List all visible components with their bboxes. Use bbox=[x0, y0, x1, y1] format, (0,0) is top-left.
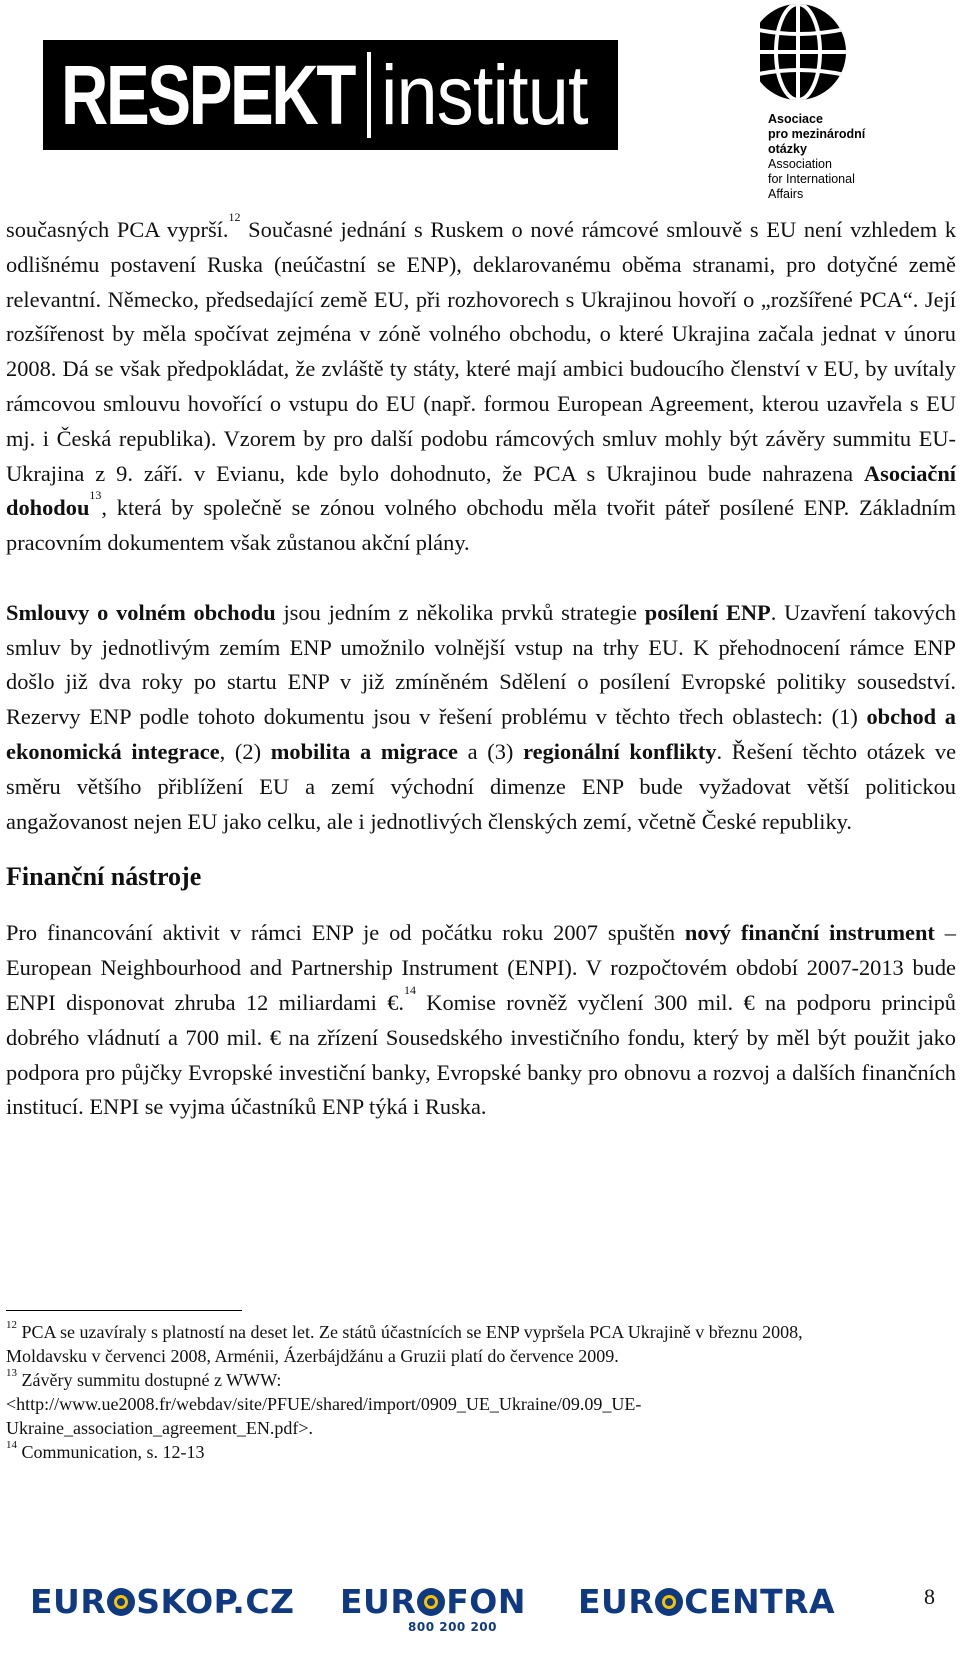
document-body bbox=[6, 210, 957, 1125]
footnote-12 bbox=[6, 1320, 826, 1368]
text-run: , (2) bbox=[219, 738, 271, 764]
footnote-number: 13 bbox=[6, 1367, 17, 1379]
footnote-ref-14[interactable]: 14 bbox=[403, 982, 416, 997]
footnote-number: 14 bbox=[6, 1439, 17, 1451]
footnote-text[interactable]: Závěry summitu dostupné z WWW: <http://www.ue2008.fr/webdav/site/PFUE/shared/import/0909_UE_Ukraine/09.09_UE-Ukraine_association_agreement_EN.pdf>. bbox=[6, 1370, 642, 1438]
amo-text-line: Asociace bbox=[768, 112, 823, 126]
footnotes bbox=[6, 1320, 826, 1464]
logo-text: EUR bbox=[578, 1582, 655, 1621]
logo-text: SKOP.CZ bbox=[136, 1582, 295, 1621]
logo-text: EUR bbox=[340, 1582, 417, 1621]
paragraph-pca bbox=[6, 210, 957, 561]
globe-icon bbox=[655, 1588, 683, 1616]
bold-term: mobilita a migrace bbox=[270, 738, 458, 764]
bold-term: Asociační dohodou bbox=[6, 460, 956, 521]
text-run: Pro financování aktivit v rámci ENP je od počátku roku 2007 spuštěn bbox=[6, 920, 685, 946]
amo-text-line: otázky bbox=[768, 142, 807, 156]
footnote-13 bbox=[6, 1368, 826, 1440]
page-number: 8 bbox=[924, 1584, 935, 1609]
amo-text-line: Association bbox=[768, 157, 832, 171]
footnote-ref-12[interactable]: 12 bbox=[228, 210, 241, 224]
logo-text: EUR bbox=[30, 1582, 107, 1621]
text-run: . Uzavření takových smluv by jednotlivým zemím ENP umožnilo volnější vstup na trhy EU. K přehodnocení rámce ENP došlo již dva roky po startu ENP v již zmíněném Sdělení o posílení Evropské politiky sousedství. Rezervy ENP podle tohoto dokumentu jsou v řešení problému v těchto třech oblastech: (1) bbox=[6, 599, 957, 730]
respekt-logo-brand: RESPEKT bbox=[61, 47, 355, 142]
footnote-14 bbox=[6, 1440, 826, 1464]
text-run: jsou jedním z několika prvků strategie bbox=[275, 599, 645, 625]
text-run: Komise rovněž vyčlení 300 mil. € na podporu principů dobrého vládnutí a 700 mil. € na zřízení Sousedského investičního fondu, který by měl být použit jako podpora pro půjčky Evropské investiční banky, Evropské banky pro obnovu a rozvoj a dalších finančních institucí. ENPI se vyjma účastníků ENP týká i Ruska. bbox=[6, 989, 956, 1120]
respekt-logo-institut: institut bbox=[380, 47, 588, 142]
globe-icon bbox=[107, 1588, 135, 1616]
text-run: . Řešení těchto otázek ve směru většího přiblížení EU a zemí východní dimenze ENP bude vyžadovat větší politickou angažovanost nejen EU jako celku, ale i jednotlivých členských zemí, včetně České republiky. bbox=[6, 738, 957, 834]
eurofon-phone: 800 200 200 bbox=[408, 1620, 498, 1634]
amo-text-line: for International bbox=[768, 172, 855, 186]
page-footer bbox=[0, 1560, 960, 1658]
respekt-logo-divider bbox=[367, 52, 371, 138]
footnote-separator bbox=[6, 1310, 242, 1311]
paragraph-free-trade bbox=[6, 596, 956, 840]
paragraph-financing bbox=[6, 916, 956, 1125]
bold-term: Smlouvy o volném obchodu bbox=[6, 599, 276, 625]
section-heading: Finanční nástroje bbox=[6, 862, 202, 892]
logo-text: CENTRA bbox=[684, 1582, 836, 1621]
footnote-text: PCA se uzavíraly s platností na deset let. Ze států účastnících se ENP vypršela PCA Ukrajině v březnu 2008, Moldavsku v červenci 2008, Arménii, Ázerbájdžánu a Gruzii platí do července 2009. bbox=[6, 1322, 803, 1366]
footnote-ref-13[interactable]: 13 bbox=[89, 488, 102, 503]
euroskop-logo[interactable] bbox=[30, 1582, 294, 1621]
eurofon-logo[interactable] bbox=[340, 1582, 526, 1621]
text-run: , která by společně se zónou volného obchodu měla tvořit páteř posílené ENP. Základním pracovním dokumentem však zůstanou akční plány. bbox=[6, 495, 956, 556]
logo-text: FON bbox=[446, 1582, 526, 1621]
text-run: a (3) bbox=[457, 738, 524, 764]
text-run: současných PCA vyprší. bbox=[6, 217, 229, 242]
footnote-number: 12 bbox=[6, 1319, 17, 1331]
bold-term: posílení ENP bbox=[644, 599, 771, 625]
amo-text-line: pro mezinárodní bbox=[768, 127, 866, 141]
respekt-institut-logo bbox=[43, 40, 618, 150]
amo-text-line: Affairs bbox=[768, 187, 804, 201]
bold-term: nový finanční instrument bbox=[684, 920, 935, 946]
bold-term: regionální konflikty bbox=[523, 738, 717, 764]
text-run: – European Neighbourhood and Partnership Instrument (ENPI). V rozpočtovém období 2007-2013 bude ENPI disponovat zhruba 12 miliardami €. bbox=[6, 920, 957, 1015]
text-run: Současné jednání s Ruskem o nové rámcové smlouvě s EU není vzhledem k odlišnému postavení Ruska (neúčastní se ENP), deklarovanému oběma stranami, pro dotyčné země relevantní. Německo, předsedající země EU, při rozhovorech s Ukrajinou hovoří o „rozšířené PCA“. Její rozšířenost by měla spočívat zejména v zóně volného obchodu, o které Ukrajina začala jednat v únoru 2008. Dá se však předpokládat, že zvláště ty státy, které mají ambici budoucího členství v EU, by uvítaly rámcovou smlouvu hovořící o vstupu do EU (např. formou European Agreement, kterou uzavřela s EU mj. i Česká republika). Vzorem by pro další podobu rámcových smluv mohly být závěry summitu EU-Ukrajina z 9. září. v Evianu, kde bylo dohodnuto, že PCA s Ukrajinou bude nahrazena bbox=[6, 217, 957, 486]
eurocentra-logo[interactable] bbox=[578, 1582, 835, 1621]
paragraph-spacer bbox=[6, 561, 956, 596]
amo-logo-text bbox=[768, 112, 865, 202]
bold-term: obchod a ekonomická integrace bbox=[6, 704, 957, 764]
globe-icon bbox=[417, 1588, 445, 1616]
footnote-text: Communication, s. 12-13 bbox=[17, 1442, 205, 1462]
